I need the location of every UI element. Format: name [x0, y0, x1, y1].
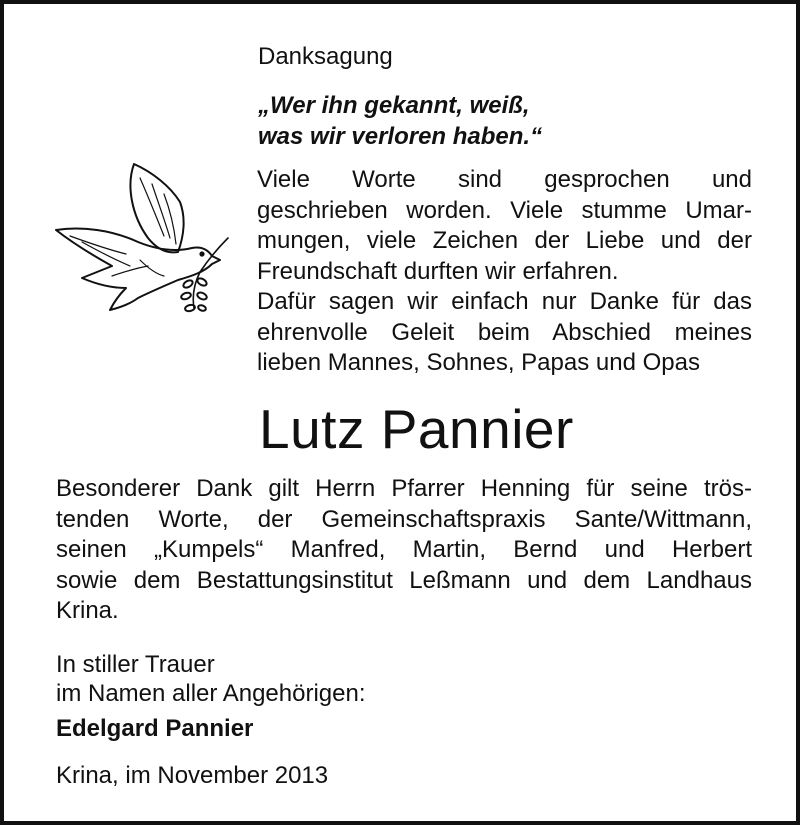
text-line: In stiller Trauer — [56, 651, 215, 678]
text-line: Dafür sagen wir einfach nur Danke für das — [257, 288, 752, 315]
text-line: tenden Worte, der Gemeinschaftspraxis Sante/Wittmann, — [56, 505, 752, 533]
text-line: ehrenvolle Geleit beim Abschied meines — [257, 318, 752, 346]
text-line: seinen „Kumpels“ Manfred, Martin, Bernd und Herbert — [56, 536, 752, 563]
text-line: lieben Mannes, Sohnes, Papas und Opas — [257, 349, 700, 376]
notice-heading: Danksagung — [258, 43, 393, 70]
intro-paragraph — [257, 165, 752, 379]
text-line: sowie dem Bestattungsinstitut Leßmann und dem Landhaus — [56, 566, 752, 594]
place-date: Krina, im November 2013 — [56, 762, 329, 789]
text-line: mungen, viele Zeichen der Liebe und der — [257, 227, 752, 254]
text-line: Besonderer Dank gilt Herrn Pfarrer Henning für seine trös- — [56, 475, 752, 502]
mourning-note — [56, 650, 366, 708]
text-line: Krina. — [56, 597, 119, 624]
text-line: im Namen aller Angehörigen: — [56, 680, 366, 707]
text-line: geschrieben worden. Viele stumme Umar- — [257, 196, 752, 224]
deceased-name: Lutz Pannier — [259, 398, 574, 460]
text-line: Viele Worte sind gesprochen und — [257, 166, 752, 193]
quote-line: „Wer ihn gekannt, weiß, — [258, 92, 530, 119]
text-line: Freundschaft durften wir erfahren. — [257, 257, 619, 285]
memorial-quote — [258, 90, 542, 152]
dove-with-olive-branch-icon — [52, 156, 232, 316]
signer-name: Edelgard Pannier — [56, 715, 254, 742]
thanks-paragraph — [56, 474, 752, 627]
quote-line: was wir verloren haben.“ — [258, 123, 543, 150]
